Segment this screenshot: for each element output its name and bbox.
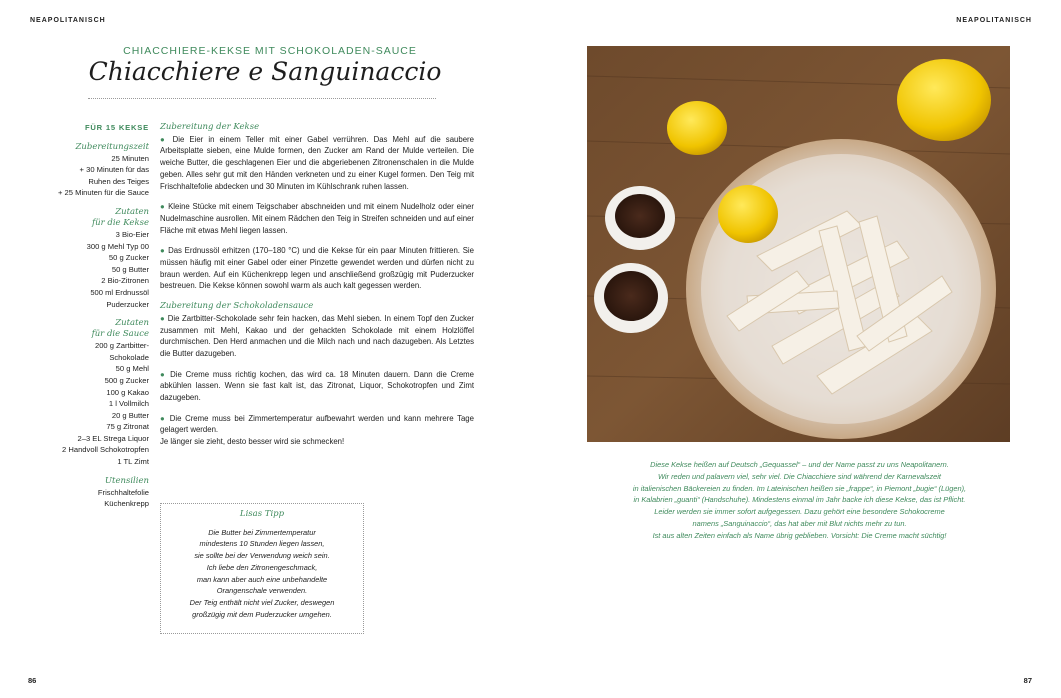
instruction-paragraph	[160, 413, 474, 436]
bullet-icon: ●	[160, 202, 169, 212]
prep-time-label: Zubereitungszeit	[75, 141, 149, 152]
ingredient-item: 50 g Mehl	[115, 364, 149, 374]
bullet-icon: ●	[160, 246, 169, 256]
utensils-list	[36, 487, 149, 510]
instruction-text: Die Eier in einem Teller mit einer Gabel verrühren. Das Mehl auf die saubere Arbeitsplatte sieben, eine Mulde formen, den Zucker am Rand der Mulde verteilen. Die weiche Butter, die geschlagenen Eier und die abgeriebenen Zitronenschalen in die Mulde geben. Alles sehr gut mit den Händen verkneten und zu einer Kugel formen. Den Teig mit Frischhaltefolie abdecken und 30 Minuten im Kühlschrank ruhen lassen.	[160, 134, 474, 191]
ingredient-item: 200 g Zartbitter-	[94, 341, 149, 351]
prep-line: + 25 Minuten für die Sauce	[58, 188, 149, 198]
bullet-icon: ●	[160, 313, 168, 323]
instruction-text: Das Erdnussöl erhitzen (170–180 °C) und die Kekse für ein paar Minuten frittieren. Sie müssen häufig mit einer Gabel oder einer Pinzette gewendet werden und dürfen nicht zu braun werden. Auf ein Küchenkrepp legen und anschließend großzügig mit Puderzucker bestreuen. Die Kekse können sowohl warm als auch kalt gegessen werden.	[160, 246, 474, 291]
tip-line: Orangenschale verwenden.	[216, 586, 308, 596]
tip-line: sie sollte bei der Verwendung weich sein.	[194, 551, 330, 561]
tip-title: Lisas Tipp	[239, 509, 285, 519]
sauce-ingredients-list	[36, 340, 149, 468]
instruction-paragraph	[160, 245, 474, 292]
instruction-text: Die Creme muss bei Zimmertemperatur aufbewahrt werden und kann mehrere Tage gelagert werden.	[160, 413, 474, 435]
ingredient-item: 2 Handvoll Schokotropfen	[62, 445, 149, 455]
ingredient-item: Schokolade	[109, 352, 149, 362]
instruction-paragraph	[160, 134, 474, 193]
photo-caption	[592, 459, 1007, 542]
cookies-heading: Zubereitung der Kekse	[160, 122, 260, 132]
recipe-sidebar	[36, 122, 149, 510]
bullet-icon: ●	[160, 369, 171, 379]
page-number-right: 87	[1023, 676, 1032, 685]
sauce-ingredients-label	[36, 318, 149, 340]
cookie-ingredients-label-line: Zutaten	[115, 206, 149, 217]
ingredient-item: 50 g Zucker	[108, 253, 149, 263]
tip-line: Ich liebe den Zitronengeschmack,	[206, 562, 318, 572]
food-photo-illustration	[587, 46, 1010, 442]
section-tag-left: NEAPOLITANISCH	[30, 17, 106, 24]
page-number-left: 86	[28, 676, 37, 685]
prep-line: Ruhen des Teiges	[88, 176, 149, 186]
ingredient-item: 2 Bio-Zitronen	[101, 276, 149, 286]
utensil-item: Frischhaltefolie	[97, 487, 149, 497]
instruction-paragraph	[160, 369, 474, 404]
ingredient-item: 50 g Butter	[111, 264, 149, 274]
bullet-icon: ●	[160, 413, 170, 423]
title-divider	[88, 98, 436, 99]
utensils-label: Utensilien	[104, 475, 149, 486]
instruction-text: Kleine Stücke mit einem Teigschaber abschneiden und mit einem Nudelholz oder einer Nudelmaschine ausrollen. Mit einem Rädchen den Teig in Streifen schneiden und auf einer Fläche mit etwas Mehl liegen lassen.	[160, 202, 474, 235]
instruction-paragraph	[160, 313, 474, 360]
closing-line: Je länger sie zieht, desto besser wird sie schmecken!	[160, 437, 345, 447]
recipe-instructions	[160, 122, 474, 448]
instruction-paragraph	[160, 201, 474, 236]
ingredient-item: 20 g Butter	[111, 410, 149, 420]
sauce-heading: Zubereitung der Schokoladensauce	[160, 301, 314, 312]
ingredient-item: 3 Bio-Eier	[115, 229, 149, 239]
ingredient-item: Puderzucker	[106, 299, 149, 309]
ingredient-item: 1 TL Zimt	[117, 457, 149, 467]
tip-line: mindestens 10 Stunden liegen lassen,	[199, 539, 325, 549]
caption-line: Diese Kekse heißen auf Deutsch „Gequassel“ – und der Name passt zu uns Neapolitanern.	[650, 460, 949, 469]
ingredient-item: 500 g Zucker	[104, 375, 149, 385]
tip-line: Die Butter bei Zimmertemperatur	[208, 527, 316, 537]
utensil-item: Küchenkrepp	[104, 499, 149, 509]
prep-line: + 30 Minuten für das	[79, 165, 149, 175]
ingredient-item: 2–3 EL Strega Liquor	[77, 433, 149, 443]
tip-line: man kann aber auch eine unbehandelte	[196, 574, 328, 584]
ingredient-item: 300 g Mehl Typ 00	[86, 241, 149, 251]
prep-line: 25 Minuten	[111, 153, 149, 163]
recipe-subtitle: CHIACCHIERE-KEKSE MIT SCHOKOLADEN-SAUCE	[123, 45, 417, 57]
instruction-text: Die Zartbitter-Schokolade sehr fein hacken, das Mehl sieben. In einem Topf den Zucker zusammen mit Mehl, Kakao und der gehackten Schokolade mit einem Holzlöffel durchmischen. Den Herd anmachen und die Milch nach und nach dazugeben. Als Letztes die Butter dazugeben.	[160, 313, 474, 358]
tip-box	[160, 503, 364, 634]
ingredient-item: 1 l Vollmilch	[108, 399, 149, 409]
caption-line: in Kalabrien „guanti“ (Handschuhe). Mindestens einmal im Jahr backe ich diese Kekse, das ist Pflicht.	[633, 495, 966, 505]
bullet-icon: ●	[160, 134, 173, 144]
sauce-ingredients-label-line: Zutaten	[115, 318, 149, 329]
cookie-ingredients-label	[36, 207, 149, 229]
caption-line: Leider werden sie immer sofort aufgegessen. Dazu gehört eine besondere Schokocreme	[654, 507, 945, 517]
caption-line: in italienischen Bäckereien zu finden. Im Lateinischen heißen sie „frappe“, in Piemont „bugie“ (Lügen),	[632, 483, 967, 493]
caption-line: namens „Sanguinaccio“, das hat aber mit Blut nichts mehr zu tun.	[692, 518, 907, 528]
sauce-ingredients-label-line: für die Sauce	[91, 329, 149, 340]
ingredient-item: 100 g Kakao	[106, 387, 149, 397]
cookie-ingredients-label-line: für die Kekse	[92, 217, 149, 228]
tip-line: Der Teig enthält nicht viel Zucker, deswegen	[189, 597, 335, 607]
caption-line: Ist aus alten Zeiten einfach als Name übrig geblieben. Vorsicht: Die Creme macht süchtig!	[652, 530, 947, 540]
tip-line: großzügig mit dem Puderzucker umgehen.	[192, 609, 332, 619]
caption-line: Wir reden und palavern viel, sehr viel. Die Chiacchiere sind während der Karnevalszeit	[658, 471, 941, 481]
recipe-title: Chiacchiere e Sanguinaccio	[88, 57, 442, 86]
cookie-ingredients-list	[36, 229, 149, 310]
instruction-text: Die Creme muss richtig kochen, das wird ca. 18 Minuten dauern. Dann die Creme abkühlen lassen. Wenn sie fast kalt ist, das Zitronat, Liquor, Schokotropfen und Zimt dazugeben.	[160, 369, 474, 403]
prep-time-list	[36, 153, 149, 199]
ingredient-item: 500 ml Erdnussöl	[90, 287, 149, 297]
section-tag-right: NEAPOLITANISCH	[956, 17, 1032, 24]
servings: FÜR 15 KEKSE	[84, 123, 149, 132]
ingredient-item: 75 g Zitronat	[106, 422, 149, 432]
food-photo	[587, 46, 1010, 442]
